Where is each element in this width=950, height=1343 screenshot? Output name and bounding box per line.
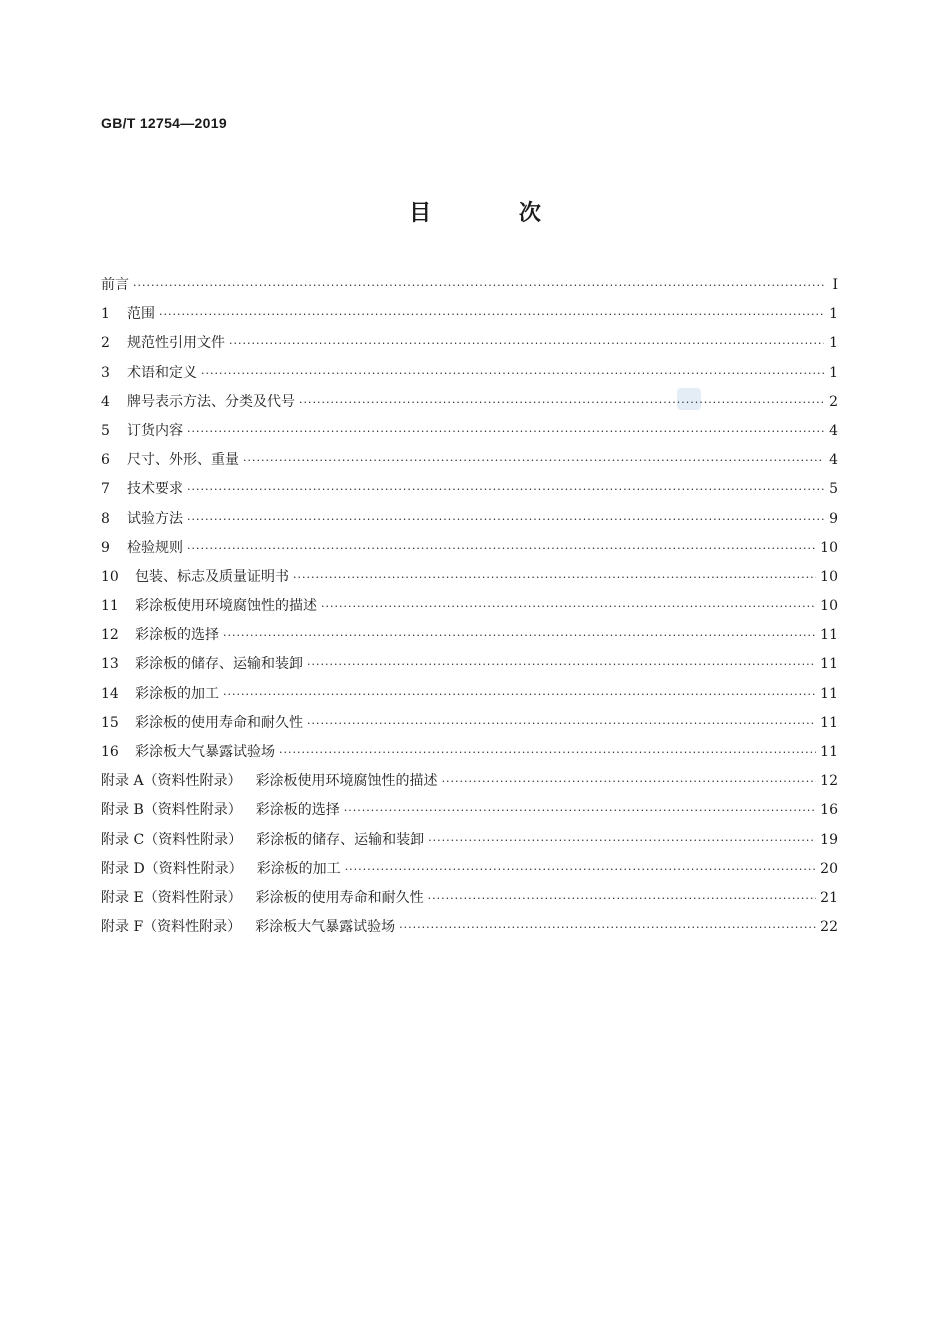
toc-number: 13 [101,656,119,673]
toc-entry-appendix-e[interactable] [101,888,838,917]
toc-label: 彩涂板的选择 [135,627,219,644]
toc-leader-dots [428,831,816,851]
toc-label: 包装、标志及质量证明书 [135,568,289,585]
toc-page-number: 22 [820,919,838,936]
toc-page-number: 20 [820,860,838,877]
toc-label: 彩涂板使用环境腐蚀性的描述 [135,598,317,615]
toc-label: 订货内容 [127,422,183,439]
toc-entry-1[interactable] [101,304,838,333]
toc-page-number: Ⅰ [832,277,838,293]
toc-page-number: 11 [820,685,838,702]
toc-page-number: 11 [820,744,838,760]
toc-leader-dots [299,393,824,413]
toc-number: 2 [101,335,110,352]
toc-entry-12[interactable] [101,625,838,654]
appendix-title: 彩涂板的储存、运输和装卸 [256,831,425,848]
toc-leader-dots [293,568,816,588]
toc-page-number: 16 [820,802,838,819]
toc-entry-16[interactable] [101,742,838,771]
toc-label: 彩涂板大气暴露试验场 [135,744,275,760]
toc-leader-dots [243,451,824,471]
toc-page-number: 4 [829,452,838,469]
toc-entry-11[interactable] [101,596,838,625]
toc-page-number: 5 [829,481,838,498]
appendix-title: 彩涂板的使用寿命和耐久性 [255,889,424,906]
toc-leader-dots [223,626,816,646]
toc-label [101,830,424,850]
toc-label: 规范性引用文件 [127,335,225,352]
toc-label: 范围 [127,306,155,323]
toc-leader-dots [279,743,816,763]
toc-label [101,888,424,908]
toc-label: 彩涂板的储存、运输和装卸 [135,656,303,673]
toc-page-number: 1 [829,364,838,381]
toc-page-number: 21 [820,889,838,906]
toc-entry-5[interactable] [101,421,838,450]
toc-leader-dots [229,334,824,354]
toc-entry-2[interactable] [101,333,838,362]
toc-leader-dots [344,801,816,821]
toc-number: 15 [101,714,119,731]
toc-number: 5 [101,422,110,439]
toc-number: 7 [101,481,110,498]
toc-label: 术语和定义 [127,364,197,381]
toc-page-number: 10 [820,568,838,585]
appendix-id: 附录 E（资料性附录） [101,889,242,906]
toc-label [101,859,341,879]
toc-leader-dots [133,276,824,296]
appendix-id: 附录 A（资料性附录） [101,773,242,790]
toc-entry-3[interactable] [101,363,838,392]
toc-page-number: 11 [820,627,838,644]
toc-number: 10 [101,568,119,585]
toc-page-number: 1 [829,306,838,323]
appendix-title: 彩涂板使用环境腐蚀性的描述 [255,773,438,790]
toc-entry-9[interactable] [101,538,838,567]
toc-number: 11 [101,598,119,615]
toc-number: 3 [101,364,110,381]
toc-entry-13[interactable] [101,654,838,683]
toc-leader-dots [307,655,816,675]
toc-label: 彩涂板的使用寿命和耐久性 [135,714,303,731]
toc-page-number: 11 [820,714,838,731]
page-title: 目 次 [409,201,581,226]
toc-page-number: 1 [829,335,838,352]
toc-entry-8[interactable] [101,509,838,538]
toc-leader-dots [399,918,816,938]
toc-leader-dots [307,714,816,734]
toc-leader-dots [428,889,817,909]
standard-code: GB/T 12754—2019 [101,115,227,131]
toc-label [101,917,395,937]
table-of-contents [101,275,838,946]
toc-entry-10[interactable] [101,567,838,596]
toc-page-number: 19 [820,831,838,848]
toc-label [101,800,340,820]
appendix-id: 附录 F（资料性附录） [101,919,242,936]
toc-label: 技术要求 [127,481,183,498]
toc-number: 1 [101,306,110,323]
toc-entry-appendix-d[interactable] [101,859,838,888]
toc-entry-foreword[interactable] [101,275,838,304]
toc-leader-dots [442,772,817,792]
toc-leader-dots [187,480,824,500]
toc-leader-dots [321,597,816,617]
appendix-title: 彩涂板的选择 [255,802,340,819]
toc-label: 彩涂板的加工 [135,685,219,702]
toc-number: 4 [101,393,110,410]
toc-page-number: 4 [829,422,838,439]
toc-leader-dots [201,364,824,384]
toc-entry-appendix-b[interactable] [101,800,838,829]
toc-label: 试验方法 [127,510,183,527]
appendix-title: 彩涂板大气暴露试验场 [255,919,396,936]
appendix-id: 附录 D（资料性附录） [101,860,243,877]
toc-page-number: 11 [820,656,838,673]
toc-page-number: 10 [820,598,838,615]
toc-leader-dots [345,860,816,880]
toc-number: 8 [101,510,110,527]
toc-entry-6[interactable] [101,450,838,479]
toc-entry-7[interactable] [101,479,838,508]
toc-entry-appendix-c[interactable] [101,830,838,859]
toc-label [101,771,438,791]
toc-label: 尺寸、外形、重量 [127,452,239,469]
toc-number: 6 [101,452,110,469]
appendix-id: 附录 C（资料性附录） [101,831,243,848]
toc-number: 12 [101,627,119,644]
toc-leader-dots [187,539,816,559]
toc-entry-appendix-a[interactable] [101,771,838,800]
toc-label: 前言 [101,277,129,293]
toc-number: 14 [101,685,119,702]
toc-leader-dots [187,510,824,530]
toc-number: 16 [101,744,119,760]
toc-entry-appendix-f[interactable] [101,917,838,946]
toc-entry-4[interactable] [101,392,838,421]
appendix-id: 附录 B（资料性附录） [101,802,242,819]
toc-page-number: 2 [829,393,838,410]
toc-leader-dots [223,685,816,705]
toc-leader-dots [187,422,824,442]
toc-entry-15[interactable] [101,713,838,742]
appendix-title: 彩涂板的加工 [256,860,341,877]
toc-page-number: 9 [829,510,838,527]
toc-label: 牌号表示方法、分类及代号 [127,393,295,410]
toc-label: 检验规则 [127,539,183,556]
toc-entry-14[interactable] [101,684,838,713]
toc-page-number: 10 [820,539,838,556]
toc-number: 9 [101,539,110,556]
toc-page-number: 12 [820,773,838,790]
toc-leader-dots [159,305,824,325]
